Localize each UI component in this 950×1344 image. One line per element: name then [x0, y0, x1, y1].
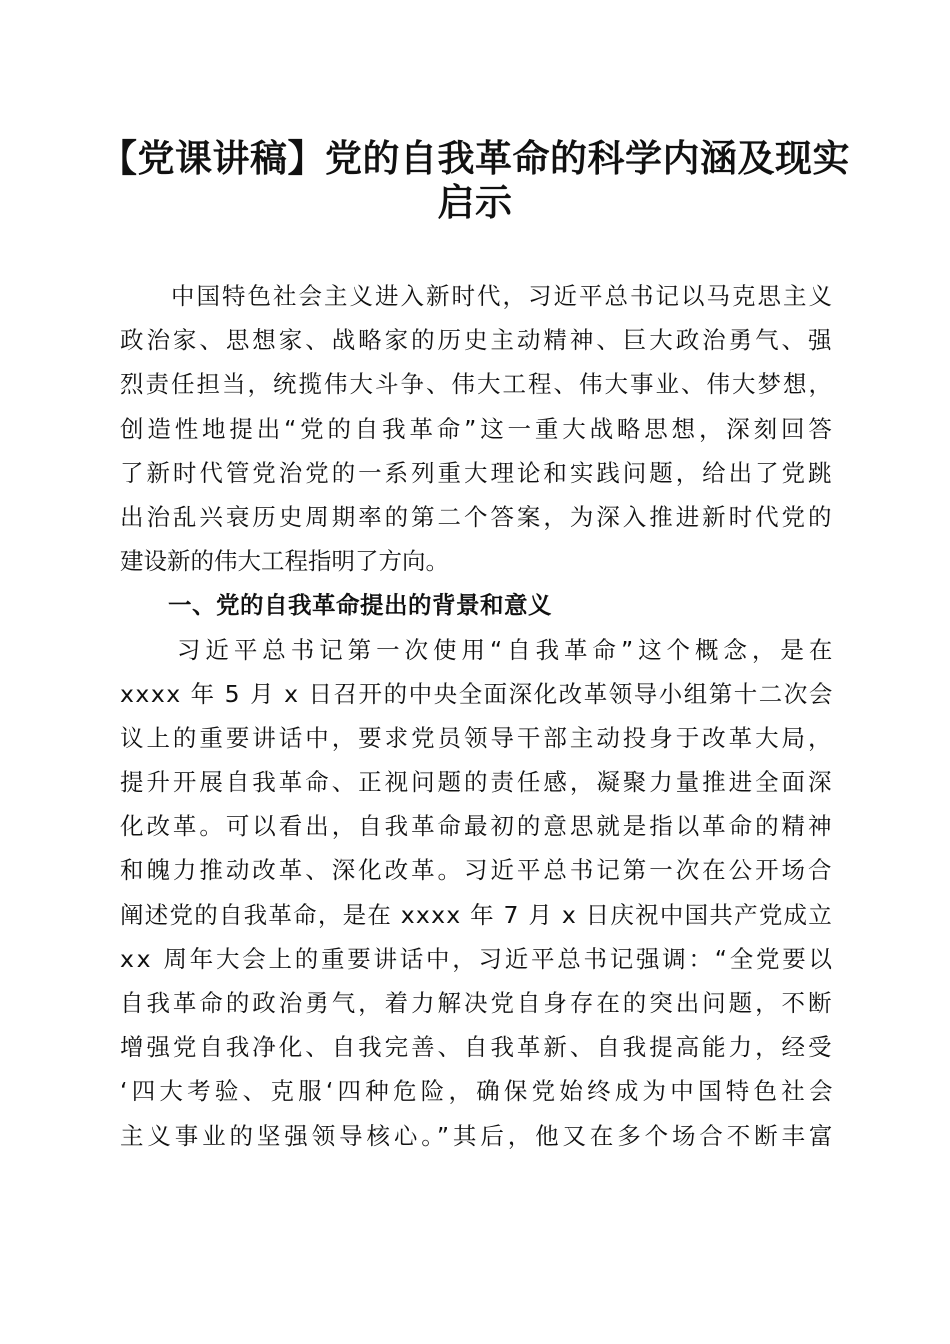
text-line: xxxx 年 5 月 x 日召开的中央全面深化改革领导小组第十二次会 [120, 679, 834, 708]
document-title [100, 136, 850, 224]
title-line: 【党课讲稿】党的自我革命的科学内涵及现实 [100, 136, 850, 180]
text-line: 政治家、思想家、战略家的历史主动精神、巨大政治勇气、强 [120, 326, 835, 355]
text-line: 自我革命的政治勇气，着力解决党自身存在的突出问题，不断 [120, 989, 835, 1017]
text-line: 创造性地提出“党的自我革命”这一重大战略思想，深刻回答 [120, 414, 836, 443]
text-line: 主义事业的坚强领导核心。”其后，他又在多个场合不断丰富 [120, 1121, 837, 1150]
section-heading: 一、党的自我革命提出的背景和意义 [120, 591, 552, 620]
text-line: 习近平总书记第一次使用“自我革命”这个概念，是在 [120, 635, 838, 664]
text-line: 中国特色社会主义进入新时代，习近平总书记以马克思主义 [120, 282, 834, 310]
text-line: 阐述党的自我革命，是在 xxxx 年 7 月 x 日庆祝中国共产党成立 [120, 900, 834, 929]
text-line: 议上的重要讲话中，要求党员领导干部主动投身于改革大局， [120, 723, 835, 752]
text-line: xx 周年大会上的重要讲话中，习近平总书记强调：“全党要以 [120, 944, 835, 973]
text-line: 了新时代管党治党的一系列重大理论和实践问题，给出了党跳 [120, 458, 835, 487]
text-line: ‘四大考验、克服‘四种危险，确保党始终成为中国特色社会 [120, 1077, 837, 1106]
text-line: 烈责任担当，统揽伟大斗争、伟大工程、伟大事业、伟大梦想， [120, 370, 834, 399]
text-line: 增强党自我净化、自我完善、自我革新、自我提高能力，经受 [120, 1033, 835, 1062]
text-line: 和魄力推动改革、深化改革。习近平总书记第一次在公开场合 [120, 856, 835, 885]
text-line: 出治乱兴衰历史周期率的第二个答案，为深入推进新时代党的 [120, 502, 835, 531]
text-line: 建设新的伟大工程指明了方向。 [120, 547, 449, 576]
text-line: 化改革。可以看出，自我革命最初的意思就是指以革命的精神 [120, 812, 835, 841]
title-line: 启示 [437, 180, 513, 225]
paragraph-background [120, 628, 838, 1158]
document-body [120, 274, 838, 1158]
text-line: 提升开展自我革命、正视问题的责任感，凝聚力量推进全面深 [120, 768, 835, 797]
paragraph-intro [120, 274, 836, 583]
